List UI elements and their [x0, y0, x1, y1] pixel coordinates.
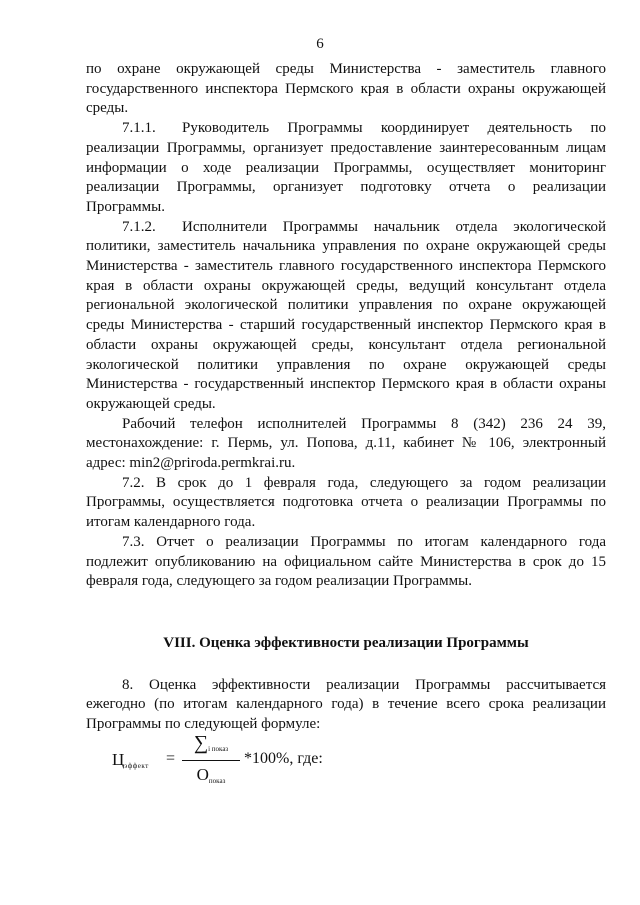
- paragraph-number: 7.1.1.: [122, 120, 156, 137]
- formula-sum-symbol: ∑: [193, 732, 209, 754]
- paragraph-7-1-1: [86, 119, 606, 218]
- formula-lhs-symbol: Ц: [112, 750, 125, 769]
- formula-numerator-subscript: i показ: [208, 745, 229, 753]
- section-heading: VIII. Оценка эффективности реализации Программы: [163, 634, 529, 651]
- paragraph-contacts: [86, 415, 606, 474]
- formula-numerator: [182, 732, 240, 755]
- formula-equals: =: [166, 750, 176, 767]
- efficiency-formula: [110, 732, 410, 798]
- formula-lhs-subscript: эффект: [124, 762, 149, 770]
- formula-rest: *100%, где:: [244, 750, 323, 767]
- document-body: [86, 60, 606, 735]
- paragraph-text: Исполнители Программы начальник отдела экологической политики, заместитель начальника управления по охране окружающей среды Министерства - заместитель главного государственного инспектора Пермского края в области охраны окружающей среды, ведущий консультант отдела региональной экологической политики управления по охране окружающей среды Министерства - старший государственный инспектор Пермского края в области охраны окружающей среды, консультант отдела региональной экологической политики управления по охране окружающей среды Министерства - государственный инспектор Пермского края в области охраны окружающей среды.: [86, 218, 606, 412]
- formula-fraction-line: [182, 760, 240, 761]
- paragraph-text: 8. Оценка эффективности реализации Программы рассчитывается ежегодно (по итогам календарного года) в течение всего срока реализации Программы по следующей формуле:: [86, 676, 606, 733]
- paragraph-7-2: [86, 474, 606, 533]
- paragraph-text: 7.2. В срок до 1 февраля года, следующего за годом реализации Программы, осуществляется подготовка отчета о реализации Программы по итогам календарного года.: [86, 474, 606, 531]
- formula-denominator-subscript: показ: [208, 777, 226, 785]
- paragraph-text: 7.3. Отчет о реализации Программы по итогам календарного года подлежит опубликованию на официальном сайте Министерства в срок до 15 февраля года, следующего за годом реализации Программы.: [86, 533, 606, 590]
- paragraph-text: Рабочий телефон исполнителей Программы 8 (342) 236 24 39, местонахождение: г. Пермь, ул. Попова, д.11, кабинет № 106, электронный адрес: min2@priroda.permkrai.ru.: [86, 415, 606, 472]
- formula-denominator-symbol: О: [196, 765, 209, 784]
- paragraph-continuation: [86, 60, 606, 119]
- paragraph-7-1-2: [86, 218, 606, 415]
- paragraph-text: Руководитель Программы координирует деятельность по реализации Программы, организует предоставление заинтересованным лицам информации о ходе реализации Программы, осуществляет мониторинг реализации Программы, организует подготовку отчета о реализации Программы.: [86, 120, 606, 215]
- paragraph-8: [86, 676, 606, 735]
- paragraph-7-3: [86, 533, 606, 592]
- paragraph-text: по охране окружающей среды Министерства - заместитель главного государственного инспектора Пермского края в области охраны окружающей среды.: [86, 61, 606, 117]
- formula-lhs: [112, 750, 149, 770]
- page-number: 6: [316, 36, 324, 52]
- formula-denominator: [182, 765, 240, 785]
- paragraph-number: 7.1.2.: [122, 218, 156, 235]
